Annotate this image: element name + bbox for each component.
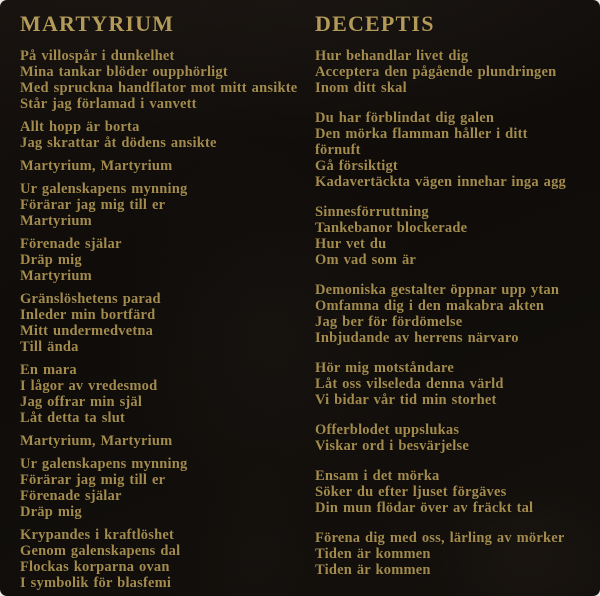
stanza-list-martyrium — [20, 48, 315, 591]
lyric-line: Sinnesförruttning — [315, 204, 429, 220]
stanza — [20, 236, 315, 284]
lyric-line: Allt hopp är borta — [20, 119, 140, 135]
lyric-line: På villospår i dunkelhet — [20, 48, 175, 64]
lyric-line: Du har förblindat dig galen — [315, 110, 495, 126]
lyric-line: Tiden är kommen — [315, 546, 431, 562]
lyric-line: Ensam i det mörka — [315, 468, 440, 484]
lyric-line: Står jag förlamad i vanvett — [20, 96, 197, 112]
lyric-line: Kadavertäckta vägen innehar inga agg — [315, 174, 566, 190]
lyric-line: Martyrium, Martyrium — [20, 158, 173, 174]
lyric-line: Inom ditt skal — [315, 80, 407, 96]
lyric-line: Med spruckna handflator mot mitt ansikte — [20, 80, 298, 96]
lyric-line: Ur galenskapens mynning — [20, 181, 188, 197]
stanza — [20, 119, 315, 151]
stanza — [315, 204, 600, 268]
stanza — [20, 433, 315, 449]
lyric-line: Acceptera den pågående plundringen — [315, 64, 557, 80]
stanza — [20, 48, 315, 112]
stanza — [20, 527, 315, 591]
lyric-line: Till ända — [20, 339, 79, 355]
lyric-line: Förena dig med oss, lärling av mörker — [315, 530, 565, 546]
lyric-line: Om vad som är — [315, 252, 417, 268]
lyric-line: Gränslöshetens parad — [20, 291, 161, 307]
lyrics-column-deceptis — [315, 13, 600, 596]
lyric-line: Hur behandlar livet dig — [315, 48, 469, 64]
stanza-list-deceptis — [315, 48, 600, 578]
stanza — [315, 48, 600, 96]
lyrics-column-martyrium — [20, 13, 315, 596]
stanza — [315, 530, 600, 578]
lyric-line: Förenade själar — [20, 236, 122, 252]
lyric-line: Dräp mig — [20, 504, 82, 520]
lyric-line: Jag ber för fördömelse — [315, 314, 463, 330]
lyric-line: I lågor av vredesmod — [20, 378, 158, 394]
lyric-line: Låt detta ta slut — [20, 410, 126, 426]
lyric-line: Martyrium — [20, 213, 92, 229]
lyric-line: Förärar jag mig till er — [20, 197, 166, 213]
stanza — [315, 282, 600, 346]
lyric-line: Tankebanor blockerade — [315, 220, 468, 236]
lyric-line: Jag offrar min själ — [20, 394, 143, 410]
lyric-line: Din mun flödar över av fräckt tal — [315, 500, 534, 516]
song-title-martyrium: MARTYRIUM — [20, 11, 175, 36]
lyric-line: Mina tankar blöder oupphörligt — [20, 64, 228, 80]
lyric-line: Flockas korparna ovan — [20, 559, 170, 575]
lyric-line: Vi bidar vår tid min storhet — [315, 392, 497, 408]
stanza — [20, 291, 315, 355]
lyric-line: Hör mig motståndare — [315, 360, 454, 376]
lyric-line: Inbjudande av herrens närvaro — [315, 330, 519, 346]
lyric-line: Dräp mig — [20, 252, 82, 268]
lyric-line: Gå försiktigt — [315, 158, 398, 174]
stanza — [315, 110, 600, 190]
lyric-line: Genom galenskapens dal — [20, 543, 181, 559]
stanza — [315, 422, 600, 454]
lyric-line: Jag skrattar åt dödens ansikte — [20, 135, 217, 151]
lyric-line: Martyrium — [20, 268, 92, 284]
lyric-line: Den mörka flamman håller i ditt — [315, 126, 528, 142]
lyric-line: Förärar jag mig till er — [20, 472, 166, 488]
lyric-line: Omfamna dig i den makabra akten — [315, 298, 545, 314]
stanza — [20, 456, 315, 520]
lyric-line: I symbolik för blasfemi — [20, 575, 172, 591]
lyric-line: Ur galenskapens mynning — [20, 456, 188, 472]
lyric-line: Krypandes i kraftlöshet — [20, 527, 175, 543]
lyric-line: Offerblodet uppslukas — [315, 422, 460, 438]
stanza — [20, 158, 315, 174]
lyric-line: Förenade själar — [20, 488, 122, 504]
lyric-line: förnuft — [315, 142, 361, 158]
lyric-line: Martyrium, Martyrium — [20, 433, 173, 449]
lyric-line: En mara — [20, 362, 77, 378]
stanza — [315, 468, 600, 516]
lyric-line: Tiden är kommen — [315, 562, 431, 578]
lyric-line: Inleder min bortfärd — [20, 307, 156, 323]
lyric-line: Hur vet du — [315, 236, 387, 252]
stanza — [315, 360, 600, 408]
lyric-line: Söker du efter ljuset förgäves — [315, 484, 507, 500]
song-title-deceptis: DECEPTIS — [315, 11, 435, 36]
lyric-line: Viskar ord i besvärjelse — [315, 438, 469, 454]
lyric-line: Låt oss vilseleda denna värld — [315, 376, 504, 392]
stanza — [20, 362, 315, 426]
lyric-line: Demoniska gestalter öppnar upp ytan — [315, 282, 560, 298]
lyric-line: Mitt undermedvetna — [20, 323, 154, 339]
stanza — [20, 181, 315, 229]
